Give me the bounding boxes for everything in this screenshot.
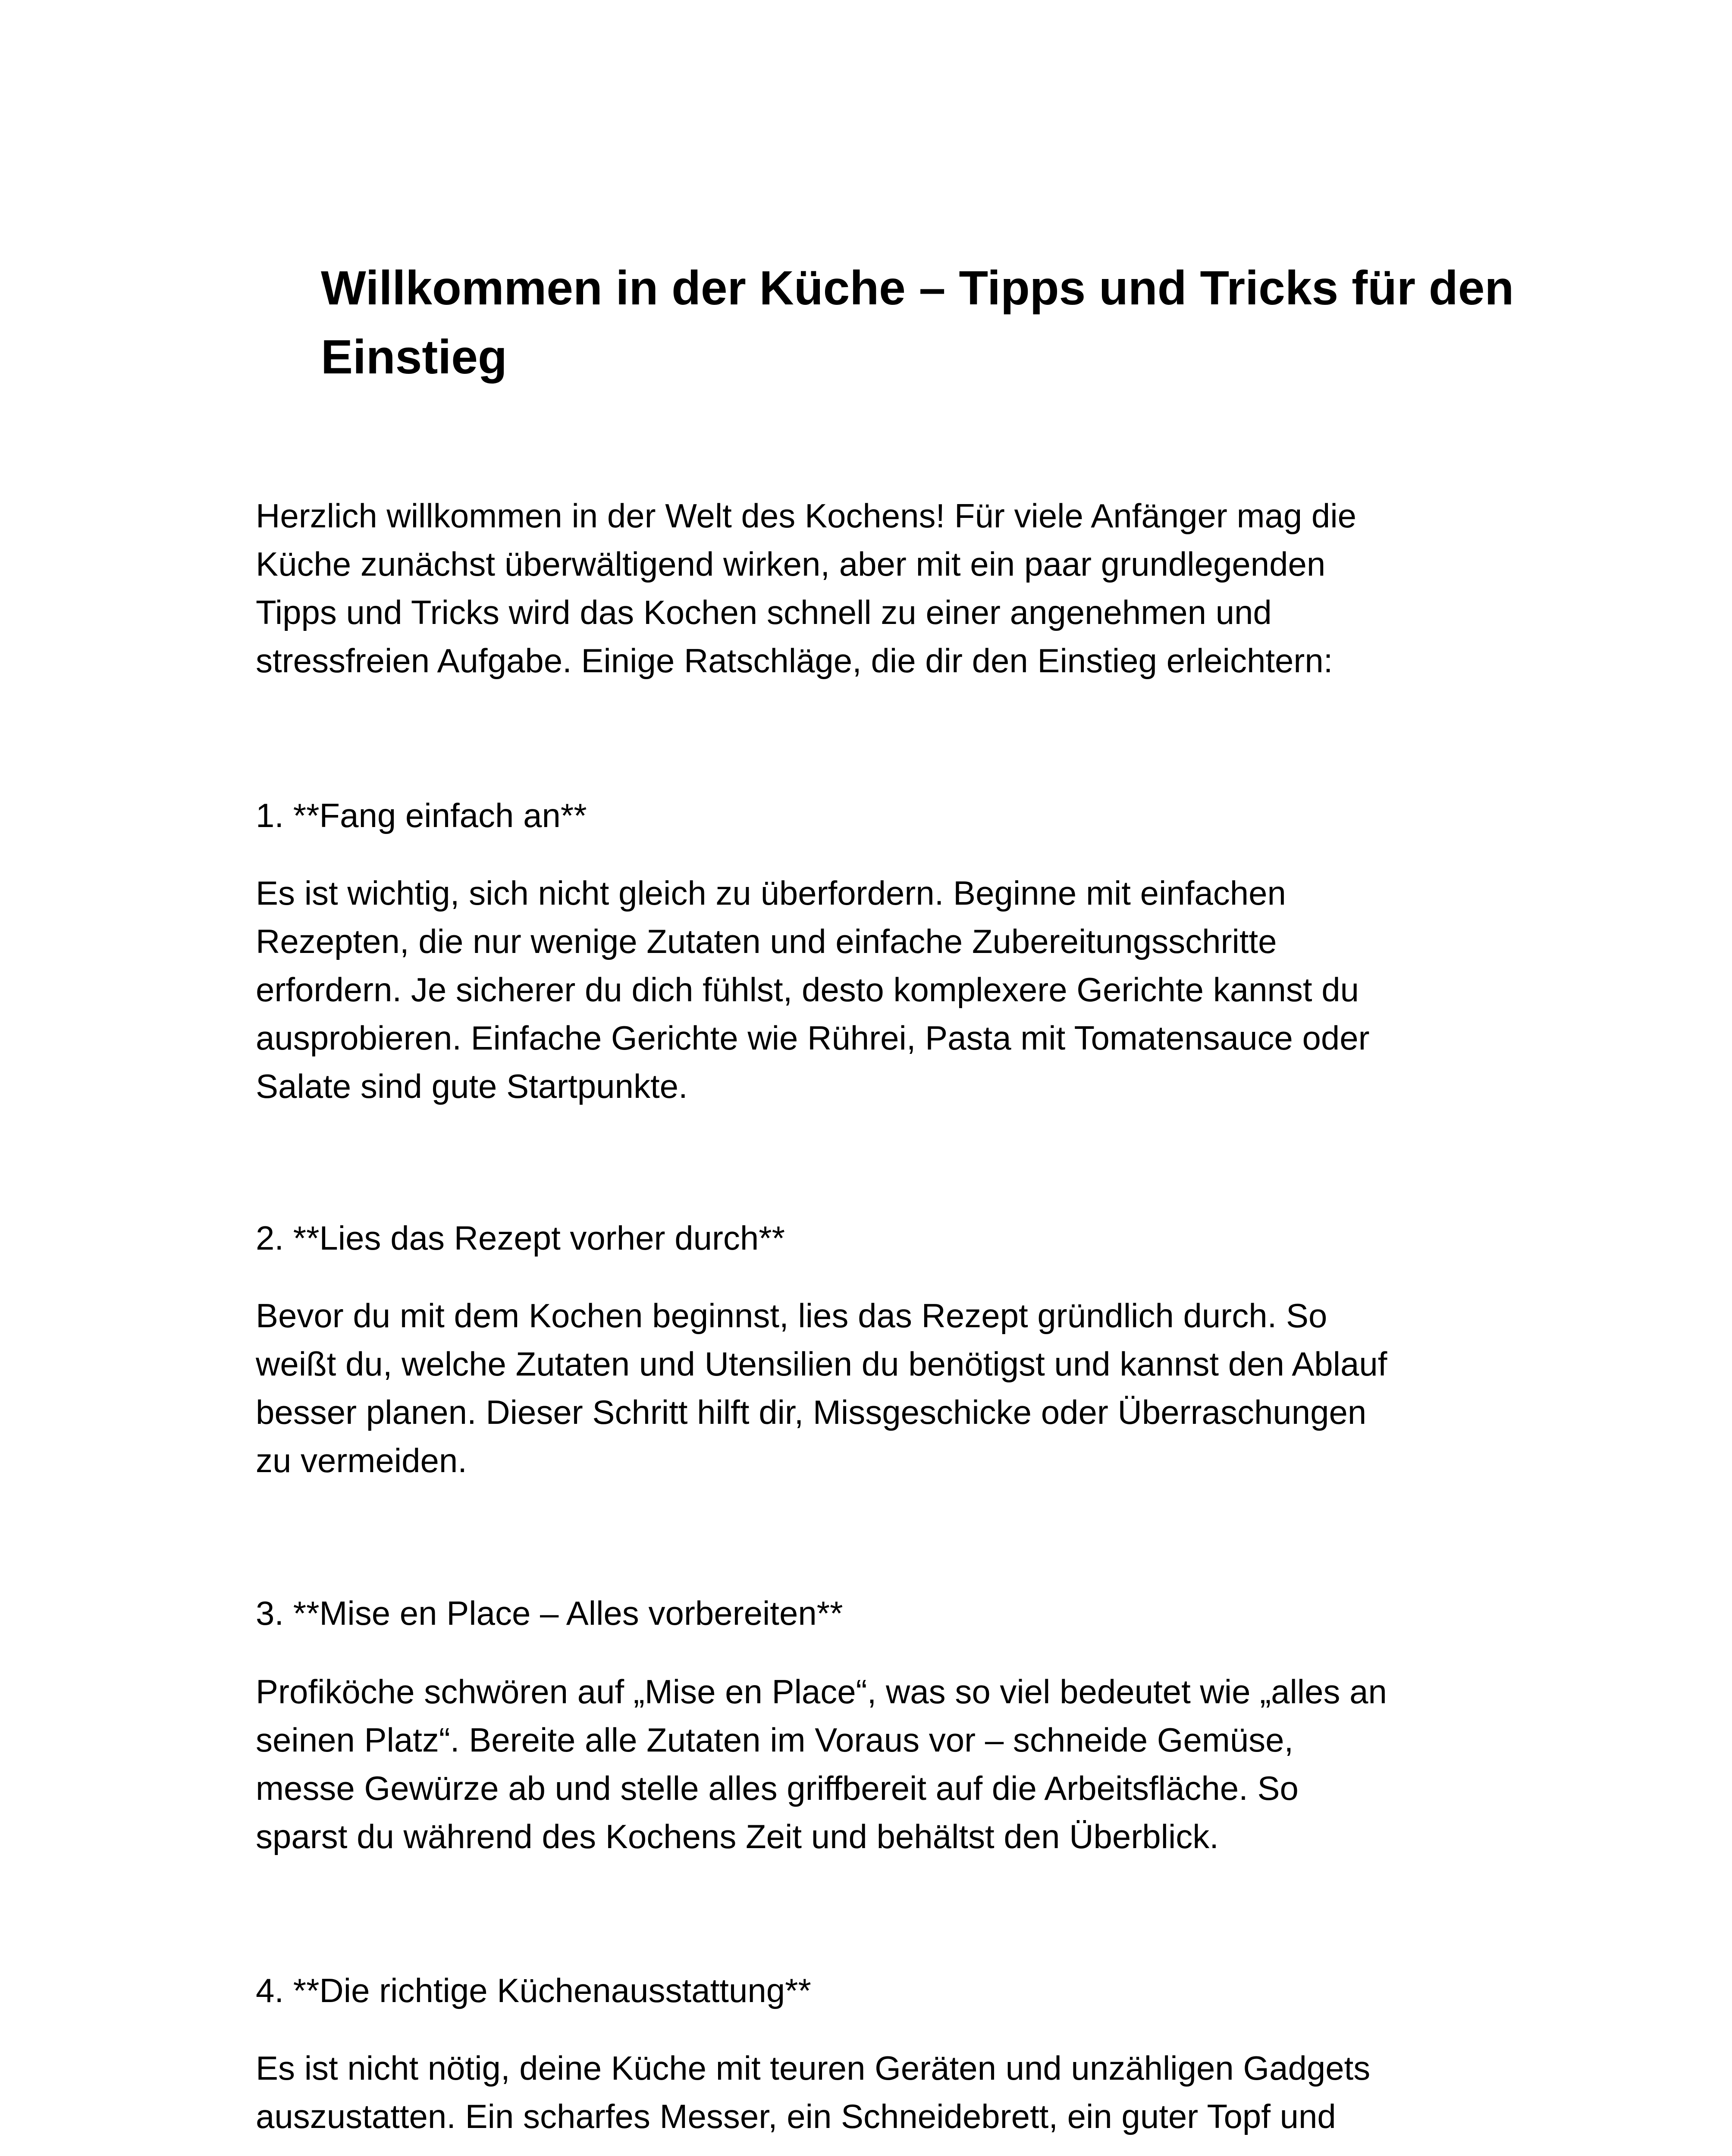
section-heading-1: 1. **Fang einfach an** xyxy=(256,796,587,834)
section-body-1: Es ist wichtig, sich nicht gleich zu überfordern. Beginne mit einfachen Rezepten, die nur wenige Zutaten und einfache Zubereitungsschritte erfordern. Je sicherer du dich fühlst, desto komplexere Gerichte kannst du ausprobieren. Einfache Gerichte wie Rührei, Pasta mit Tomatensauce oder Salate sind gute Startpunkte. xyxy=(256,874,1370,1105)
section-body-3: Profiköche schwören auf „Mise en Place“, was so viel bedeutet wie „alles an seinen Platz“. Bereite alle Zutaten im Voraus vor – schneide Gemüse, messe Gewürze ab und stelle alles griffbereit auf die Arbeitsfläche. So sparst du während des Kochens Zeit und behältst den Überblick. xyxy=(256,1673,1387,1855)
section-body-2: Bevor du mit dem Kochen beginnst, lies das Rezept gründlich durch. So weißt du, welche Zutaten und Utensilien du benötigst und kannst den Ablauf besser planen. Dieser Schritt hilft dir, Missgeschicke oder Überraschungen zu vermeiden. xyxy=(256,1297,1387,1479)
section-heading-2: 2. **Lies das Rezept vorher durch** xyxy=(256,1219,785,1257)
page-title: Willkommen in der Küche – Tipps und Tricks für den Einstieg xyxy=(321,261,1514,384)
intro-paragraph: Herzlich willkommen in der Welt des Kochens! Für viele Anfänger mag die Küche zunächst überwältigend wirken, aber mit ein paar grundlegenden Tipps und Tricks wird das Kochen schnell zu einer angenehmen und stressfreien Aufgabe. Einige Ratschläge, die dir den Einstieg erleichtern: xyxy=(256,497,1357,680)
section-body-4: Es ist nicht nötig, deine Küche mit teuren Geräten und unzähligen Gadgets auszustatten. Ein scharfes Messer, ein Schneidebrett, ein guter Topf und xyxy=(256,2049,1371,2135)
section-heading-4: 4. **Die richtige Küchenausstattung** xyxy=(256,1971,811,2009)
section-heading-3: 3. **Mise en Place – Alles vorbereiten** xyxy=(256,1594,843,1632)
